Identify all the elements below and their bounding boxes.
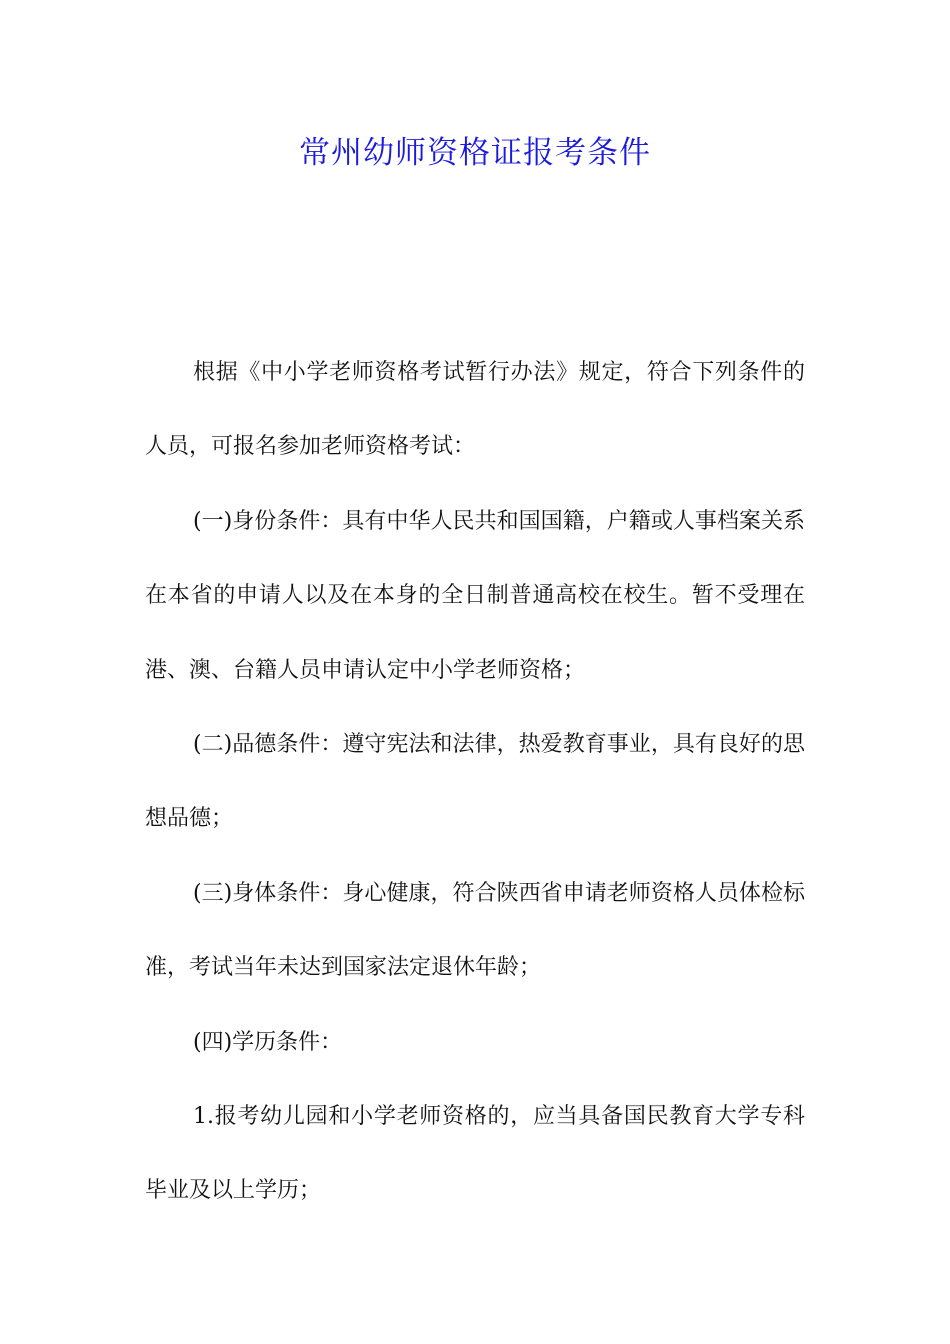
paragraph-education-condition: (四)学历条件： (193, 1029, 343, 1055)
document-body (145, 336, 805, 1229)
paragraph-education-item-1: 1.报考幼儿园和小学老师资格的，应当具备国民教育大学专科毕业及以上学历； (145, 1104, 805, 1204)
paragraph-intro: 根据《中小学老师资格考试暂行办法》规定，符合下列条件的人员，可报名参加老师资格考试： (145, 360, 805, 460)
paragraph-identity-condition: (一)身份条件：具有中华人民共和国国籍，户籍或人事档案关系在本省的申请人以及在本身的全日制普通高校在校生。暂不受理在港、澳、台籍人员申请认定中小学老师资格； (145, 508, 805, 683)
document-title: 常州幼师资格证报考条件 (299, 135, 651, 171)
paragraph-moral-condition: (二)品德条件：遵守宪法和法律，热爱教育事业，具有良好的思想品德； (145, 732, 805, 832)
paragraph-health-condition: (三)身体条件：身心健康，符合陕西省申请老师资格人员体检标准，考试当年未达到国家法定退休年龄； (145, 880, 805, 981)
